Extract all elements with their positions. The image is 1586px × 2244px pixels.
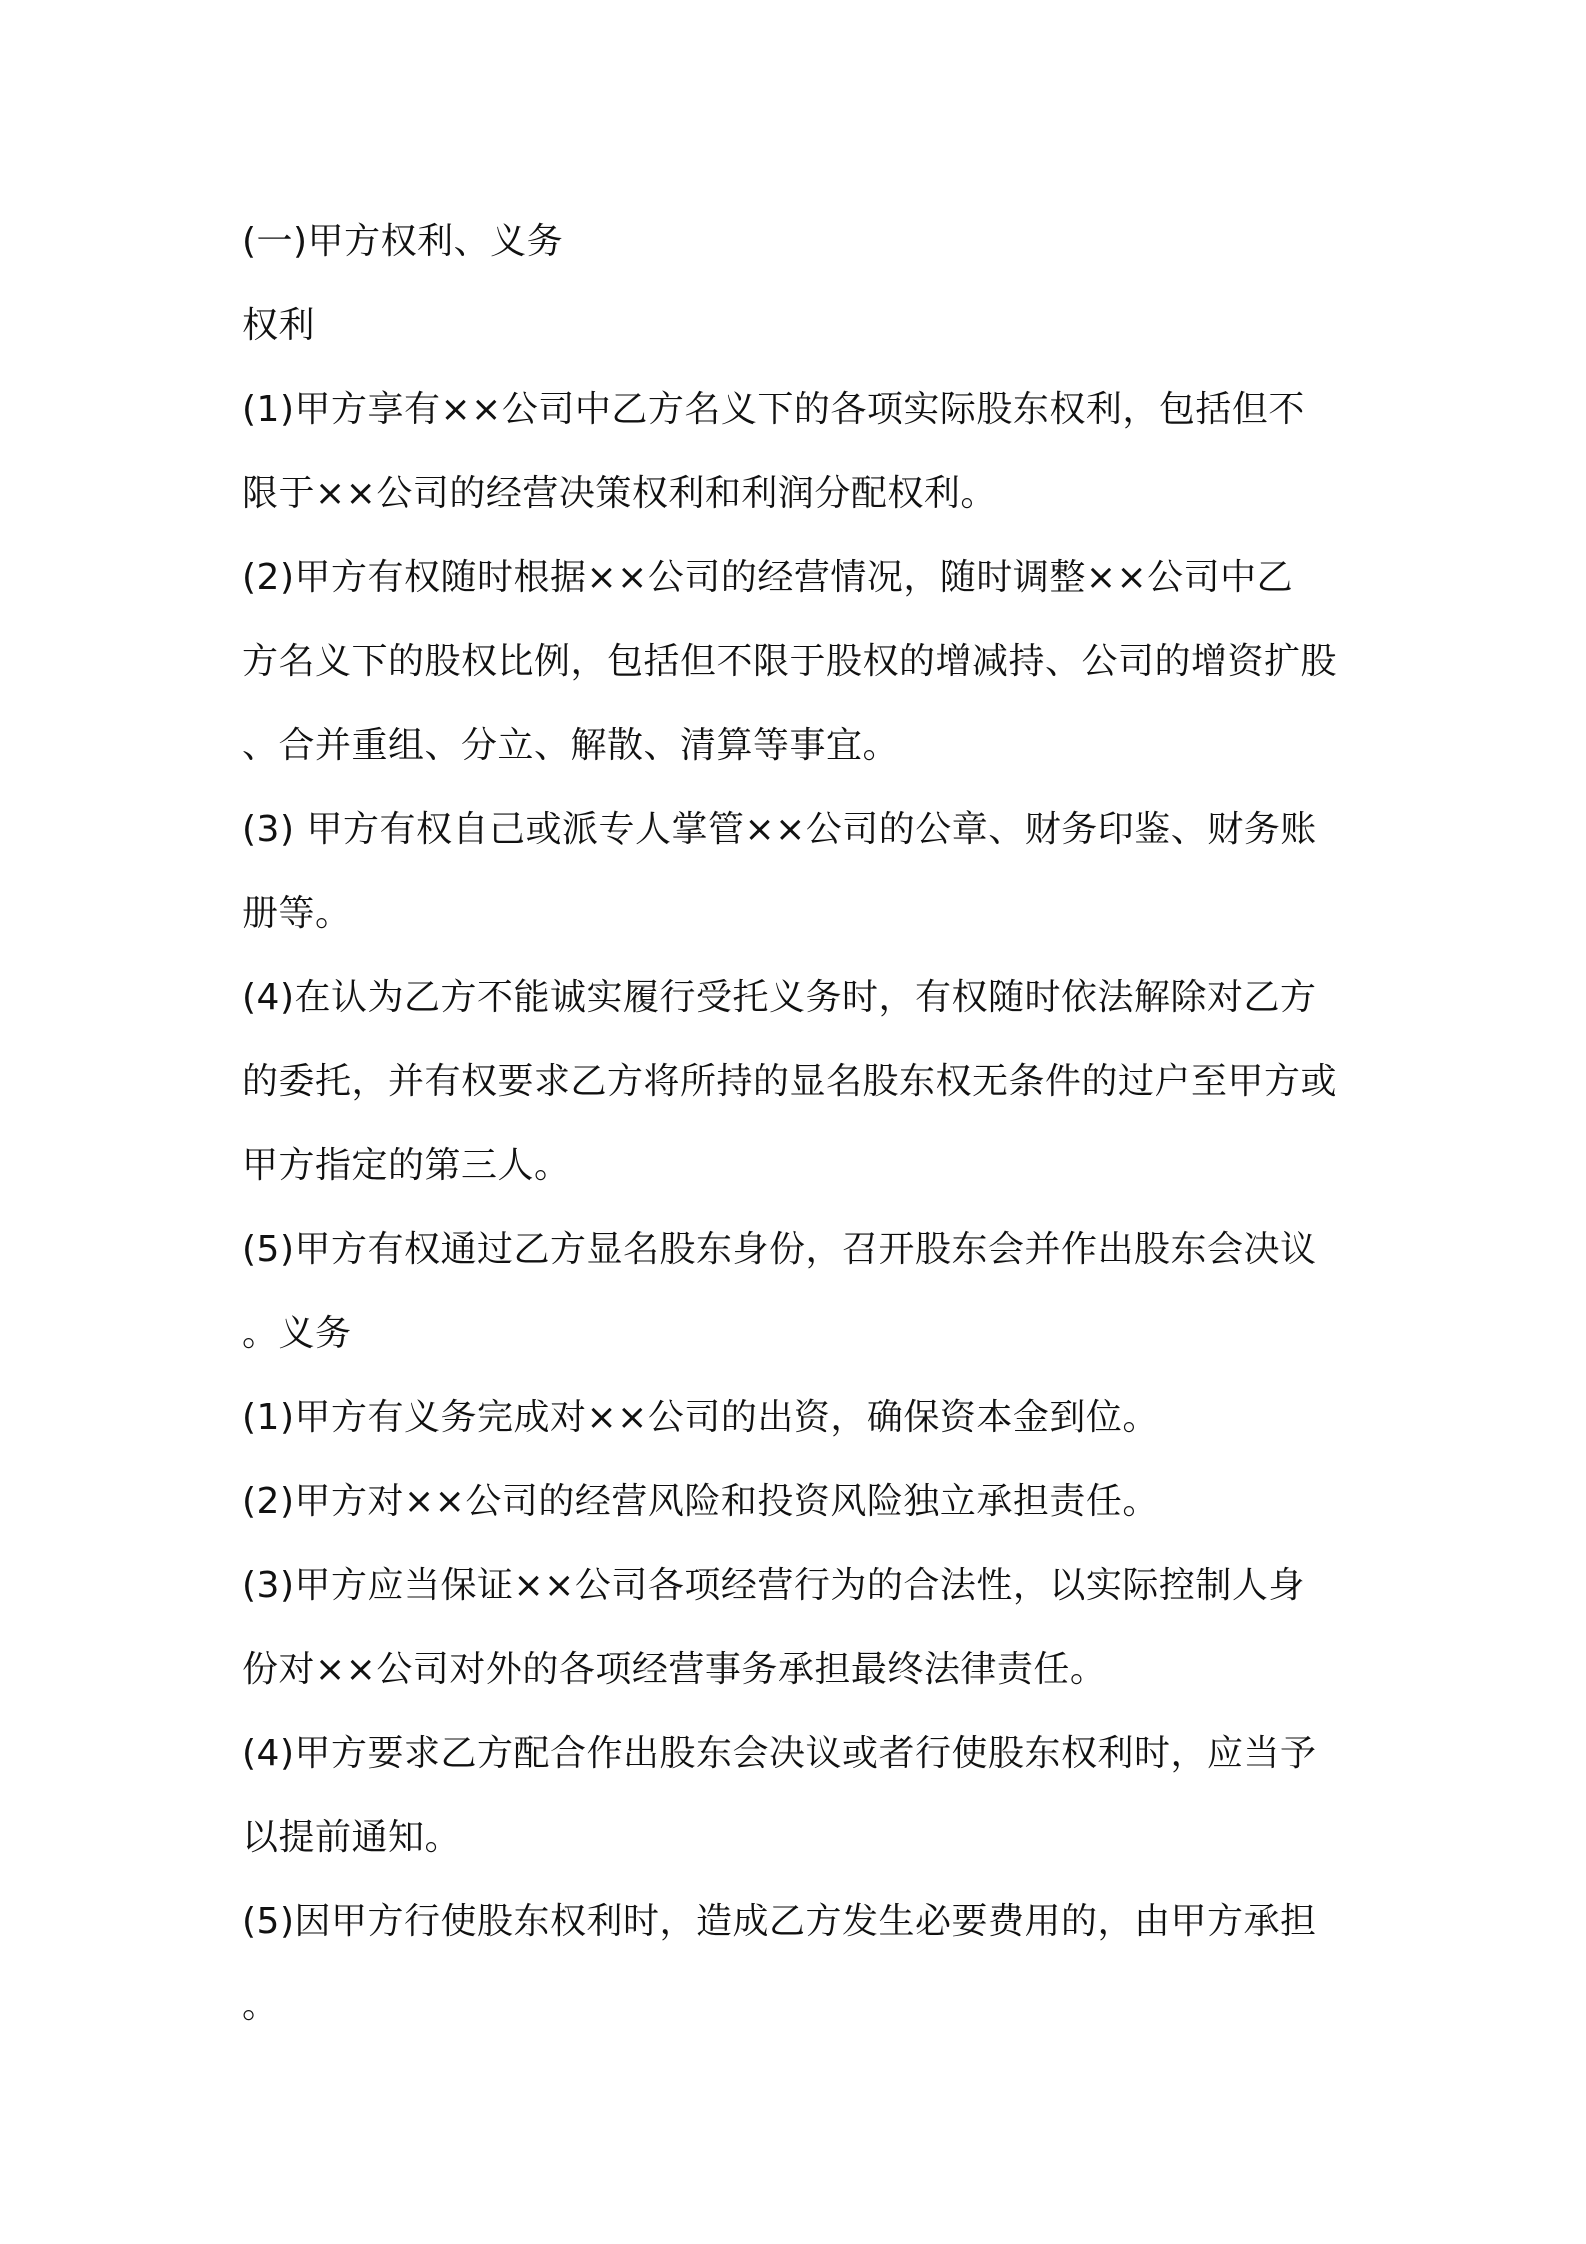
text-line: 甲方指定的第三人。 [242,1145,571,1186]
text-line: (4)甲方要求乙方配合作出股东会决议或者行使股东权利时，应当予 [242,1733,1317,1774]
text-line: (5)甲方有权通过乙方显名股东身份，召开股东会并作出股东会决议 [242,1229,1317,1270]
text-line: 限于××公司的经营决策权利和利润分配权利。 [242,473,997,514]
subheading-rights: 权利 [242,305,316,346]
text-line: (3) 甲方有权自己或派专人掌管××公司的公章、财务印鉴、财务账 [242,809,1317,850]
text-line: (4)在认为乙方不能诚实履行受托义务时，有权随时依法解除对乙方 [242,977,1317,1018]
text-line: 份对××公司对外的各项经营事务承担最终法律责任。 [242,1649,1107,1690]
text-line: (5)因甲方行使股东权利时，造成乙方发生必要费用的，由甲方承担 [242,1901,1317,1942]
text-line: 方名义下的股权比例，包括但不限于股权的增减持、公司的增资扩股 [242,641,1338,682]
text-line: 的委托，并有权要求乙方将所持的显名股东权无条件的过户至甲方或 [242,1061,1338,1102]
text-line: (2)甲方对××公司的经营风险和投资风险独立承担责任。 [242,1481,1159,1522]
text-line: (1)甲方享有××公司中乙方名义下的各项实际股东权利，包括但不 [242,389,1305,430]
text-line: 。 [242,1985,279,2026]
section-heading: (一)甲方权利、义务 [242,221,564,262]
text-line: 、合并重组、分立、解散、清算等事宜。 [242,725,900,766]
text-line: (2)甲方有权随时根据××公司的经营情况，随时调整××公司中乙 [242,557,1294,598]
text-line: 册等。 [242,893,352,934]
text-line: 以提前通知。 [242,1817,462,1858]
text-line: (3)甲方应当保证××公司各项经营行为的合法性，以实际控制人身 [242,1565,1305,1606]
subheading-obligations: 。义务 [242,1313,352,1354]
text-line: (1)甲方有义务完成对××公司的出资，确保资本金到位。 [242,1397,1159,1438]
